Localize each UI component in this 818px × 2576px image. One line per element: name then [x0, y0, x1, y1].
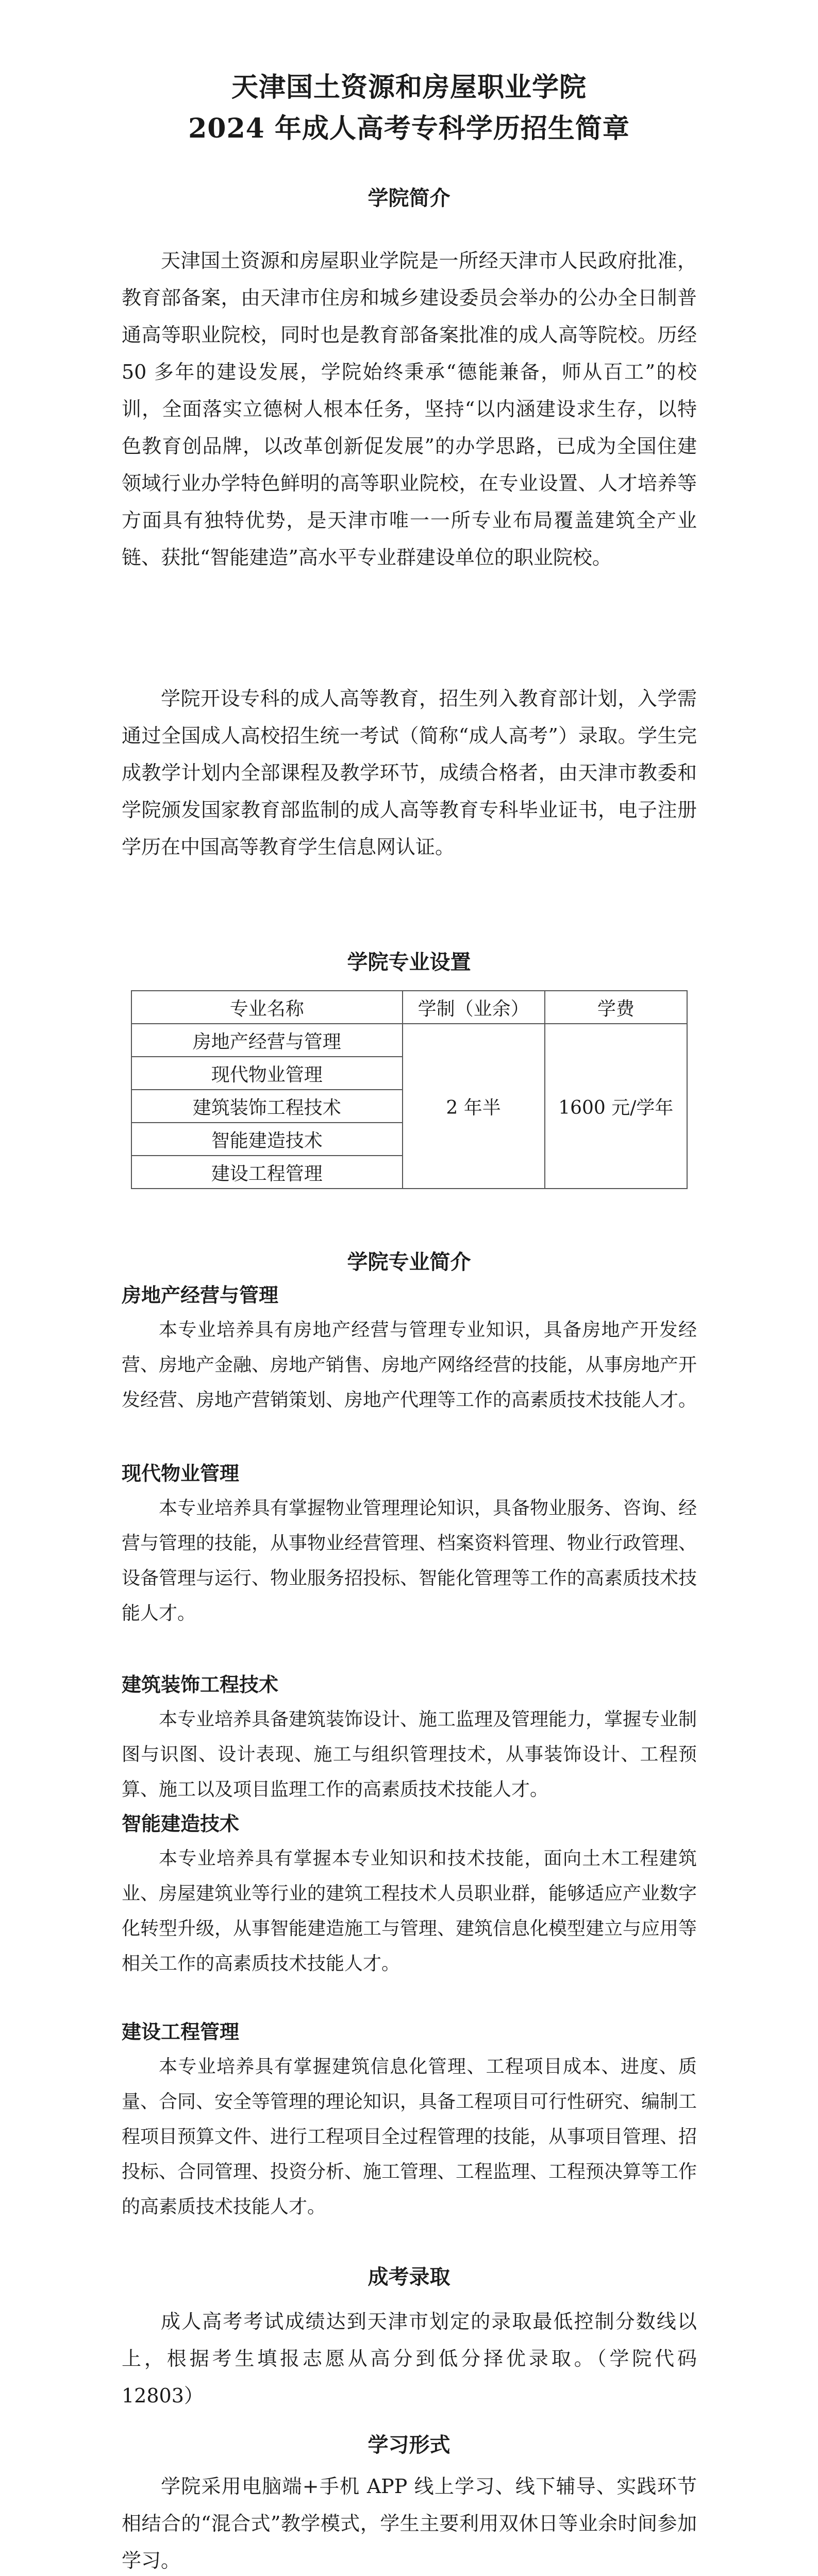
page-title-line2: 2024 年成人高考专科学历招生简章: [188, 113, 630, 144]
majors-table: [131, 990, 688, 1189]
admission-text: 成人高考考试成绩达到天津市划定的录取最低控制分数线以上，根据考生填报志愿从高分到低分择优录取。（学院代码 12803）: [122, 2310, 697, 2407]
major-desc-real-estate: 本专业培养具有房地产经营与管理专业知识，具备房地产开发经营、房地产金融、房地产销售、房地产网络经营的技能，从事房地产开发经营、房地产营销策划、房地产代理等工作的高素质技术技能人才。: [122, 1319, 697, 1411]
col-header-duration: 学制（业余）: [403, 991, 545, 1024]
major-title-intelligent: 智能建造技术: [122, 1812, 240, 1835]
major-title-real-estate: 房地产经营与管理: [122, 1283, 279, 1307]
study-text: 学院采用电脑端+手机 APP 线上学习、线下辅导、实践环节相结合的“混合式”教学模式，学生主要利用双休日等业余时间参加学习。: [122, 2475, 697, 2572]
major-desc-property: 本专业培养具有掌握物业管理理论知识，具备物业服务、咨询、经营与管理的技能，从事物业经营管理、档案资料管理、物业行政管理、设备管理与运行、物业服务招投标、智能化管理等工作的高素质技术技能人才。: [122, 1498, 697, 1624]
majors-table-heading: 学院专业设置: [347, 950, 471, 974]
major-cell: 房地产经营与管理: [131, 1024, 403, 1057]
table-header-row: [131, 991, 687, 1024]
study-heading: 学习形式: [368, 2433, 450, 2457]
page-title-line1: 天津国土资源和房屋职业学院: [231, 72, 587, 103]
major-cell: 现代物业管理: [131, 1057, 403, 1090]
intro-paragraph-1: 天津国土资源和房屋职业学院是一所经天津市人民政府批准，教育部备案，由天津市住房和城乡建设委员会举办的公办全日制普通高等职业院校，同时也是教育部备案批准的成人高等院校。历经 50 多年的建设发展，学院始终秉承“德能兼备，师从百工”的校训，全面落实立德树人根本任务，坚持“以内涵建设求生存，以特色教育创品牌，以改革创新促发展”的办学思路，已成为全国住建领域行业办学特色鲜明的高等职业院校，在专业设置、人才培养等方面具有独特优势，是天津市唯一一所专业布局覆盖建筑全产业链、获批“智能建造”高水平专业群建设单位的职业院校。: [122, 249, 697, 569]
intro-heading: 学院简介: [368, 186, 450, 210]
intro-paragraph-2: 学院开设专科的成人高等教育，招生列入教育部计划，入学需通过全国成人高校招生统一考试（简称“成人高考”）录取。学生完成教学计划内全部课程及教学环节，成绩合格者，由天津市教委和学院颁发国家教育部监制的成人高等教育专科毕业证书，电子注册学历在中国高等教育学生信息网认证。: [122, 687, 697, 858]
major-desc-intelligent: 本专业培养具有掌握本专业知识和技术技能，面向土木工程建筑业、房屋建筑业等行业的建筑工程技术人员职业群，能够适应产业数字化转型升级，从事智能建造施工与管理、建筑信息化模型建立与应用等相关工作的高素质技术技能人才。: [122, 1848, 697, 1974]
major-cell: 智能建造技术: [131, 1123, 403, 1156]
fee-cell: 1600 元/学年: [545, 1024, 687, 1189]
admission-heading: 成考录取: [368, 2265, 450, 2289]
col-header-name: 专业名称: [131, 991, 403, 1024]
major-cell: 建设工程管理: [131, 1156, 403, 1189]
major-title-decoration: 建筑装饰工程技术: [122, 1673, 279, 1696]
major-cell: 建筑装饰工程技术: [131, 1090, 403, 1123]
major-title-construction: 建设工程管理: [122, 2020, 240, 2043]
major-desc-decoration: 本专业培养具备建筑装饰设计、施工监理及管理能力，掌握专业制图与识图、设计表现、施工与组织管理技术，从事装饰设计、工程预算、施工以及项目监理工作的高素质技术技能人才。: [122, 1709, 697, 1800]
table-row: [131, 1024, 687, 1057]
majors-intro-heading: 学院专业简介: [347, 1250, 471, 1274]
col-header-fee: 学费: [545, 991, 687, 1024]
major-title-property: 现代物业管理: [122, 1462, 240, 1485]
major-desc-construction: 本专业培养具有掌握建筑信息化管理、工程项目成本、进度、质量、合同、安全等管理的理论知识，具备工程项目可行性研究、编制工程项目预算文件、进行工程项目全过程管理的技能，从事项目管理、招投标、合同管理、投资分析、施工管理、工程监理、工程预决算等工作的高素质技术技能人才。: [122, 2056, 697, 2217]
duration-cell: 2 年半: [403, 1024, 545, 1189]
